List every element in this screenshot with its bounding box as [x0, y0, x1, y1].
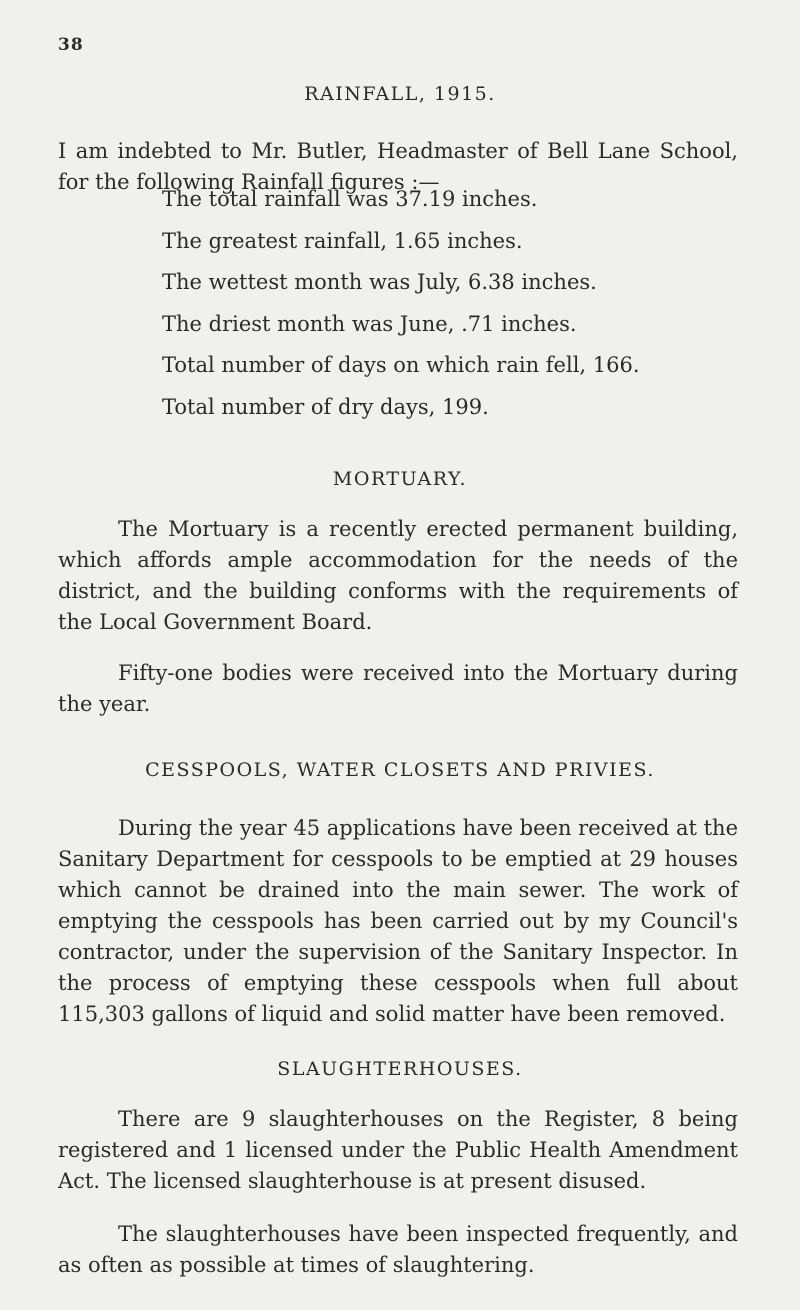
rainfall-heading: RAINFALL, 1915.: [304, 83, 496, 105]
rainfall-figures-list: [162, 184, 640, 433]
cesspools-heading: CESSPOOLS, WATER CLOSETS AND PRIVIES.: [145, 759, 655, 781]
rainfall-item: The greatest rainfall, 1.65 inches.: [162, 228, 523, 253]
rainfall-item: The wettest month was July, 6.38 inches.: [162, 270, 597, 294]
rainfall-item: The total rainfall was 37.19 inches.: [162, 187, 538, 211]
cesspools-paragraph: During the year 45 applications have been received at the Sanitary Department for cesspools to be emptied at 29 houses which cannot be drained into the main sewer. The work of emptying the cesspools has been carried out by my Council's contractor, under the supervision of the Sanitary Inspector. In the process of emptying these cesspools when full about 115,303 gallons of liquid and solid matter have been removed.: [58, 816, 738, 1026]
mortuary-paragraph: The Mortuary is a recently erected permanent building, which affords ample accommodation for the needs of the district, and the building conforms with the requirements of the Local Government Board.: [58, 517, 738, 634]
mortuary-heading: MORTUARY.: [332, 468, 468, 490]
rainfall-item: The driest month was June, .71 inches.: [162, 311, 577, 336]
slaughterhouses-paragraph: The slaughterhouses have been inspected frequently, and as often as possible at times of slaughtering.: [58, 1222, 738, 1277]
rainfall-intro: I am indebted to Mr. Butler, Headmaster of Bell Lane School, for the following Rainfall figures :—: [58, 139, 738, 194]
page-number: 38: [58, 35, 84, 55]
rainfall-item: Total number of dry days, 199.: [162, 394, 489, 419]
slaughterhouses-heading: SLAUGHTERHOUSES.: [277, 1058, 523, 1080]
mortuary-paragraph: Fifty-one bodies were received into the Mortuary during the year.: [58, 661, 738, 716]
rainfall-item: Total number of days on which rain fell, 166.: [162, 353, 640, 377]
slaughterhouses-paragraph: There are 9 slaughterhouses on the Register, 8 being registered and 1 licensed under the Public Health Amendment Act. The licensed slaughterhouse is at present disused.: [58, 1107, 738, 1193]
